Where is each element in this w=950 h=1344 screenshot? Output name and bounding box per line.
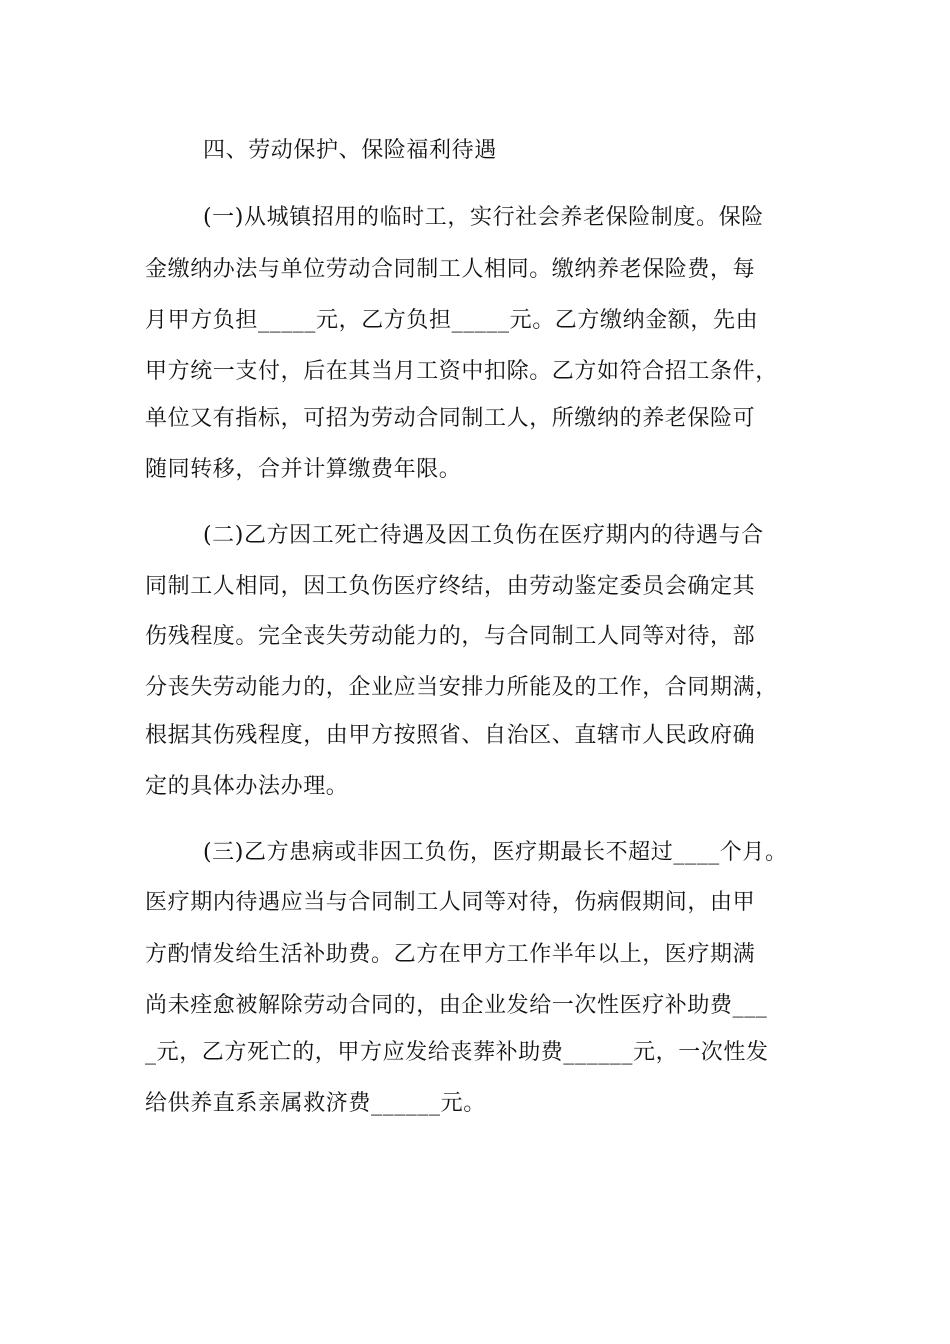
- paragraph-line: 单位又有指标，可招为劳动合同制工人，所缴纳的养老保险可: [145, 406, 756, 431]
- paragraph-line: 给供养直系亲属救济费______元。: [145, 1091, 486, 1116]
- paragraph-line: 金缴纳办法与单位劳动合同制工人相同。缴纳养老保险费，每: [145, 257, 756, 282]
- paragraph-line: 伤残程度。完全丧失劳动能力的，与合同制工人同等对待，部: [145, 624, 756, 649]
- paragraph-line: 分丧失劳动能力的，企业应当安排力所能及的工作，合同期满，: [145, 675, 778, 700]
- paragraph-line: _元，乙方死亡的，甲方应发给丧葬补助费______元，一次性发: [145, 1040, 769, 1065]
- paragraph-line: (二)乙方因工死亡待遇及因工负伤在医疗期内的待遇与合: [203, 523, 764, 548]
- paragraph-line: 定的具体办法办理。: [145, 774, 349, 799]
- paragraph-line: (三)乙方患病或非因工负伤，医疗期最长不超过____个月。: [203, 840, 788, 865]
- paragraph-line: 同制工人相同，因工负伤医疗终结，由劳动鉴定委员会确定其: [145, 574, 756, 599]
- section-heading: 四、劳动保护、保险福利待遇: [203, 138, 497, 163]
- paragraph-line: 甲方统一支付，后在其当月工资中扣除。乙方如符合招工条件，: [145, 359, 778, 384]
- paragraph-line: (一)从城镇招用的临时工，实行社会养老保险制度。保险: [203, 205, 764, 230]
- paragraph-line: 方酌情发给生活补助费。乙方在甲方工作半年以上，医疗期满: [145, 942, 756, 967]
- paragraph-line: 医疗期内待遇应当与合同制工人同等对待，伤病假期间，由甲: [145, 890, 756, 915]
- paragraph-line: 月甲方负担_____元，乙方负担_____元。乙方缴纳金额，先由: [145, 308, 759, 333]
- paragraph-line: 随同转移，合并计算缴费年限。: [145, 457, 462, 482]
- paragraph-line: 根据其伤残程度，由甲方按照省、自治区、直辖市人民政府确: [145, 723, 756, 748]
- paragraph-line: 尚未痊愈被解除劳动合同的，由企业发给一次性医疗补助费___: [145, 993, 768, 1018]
